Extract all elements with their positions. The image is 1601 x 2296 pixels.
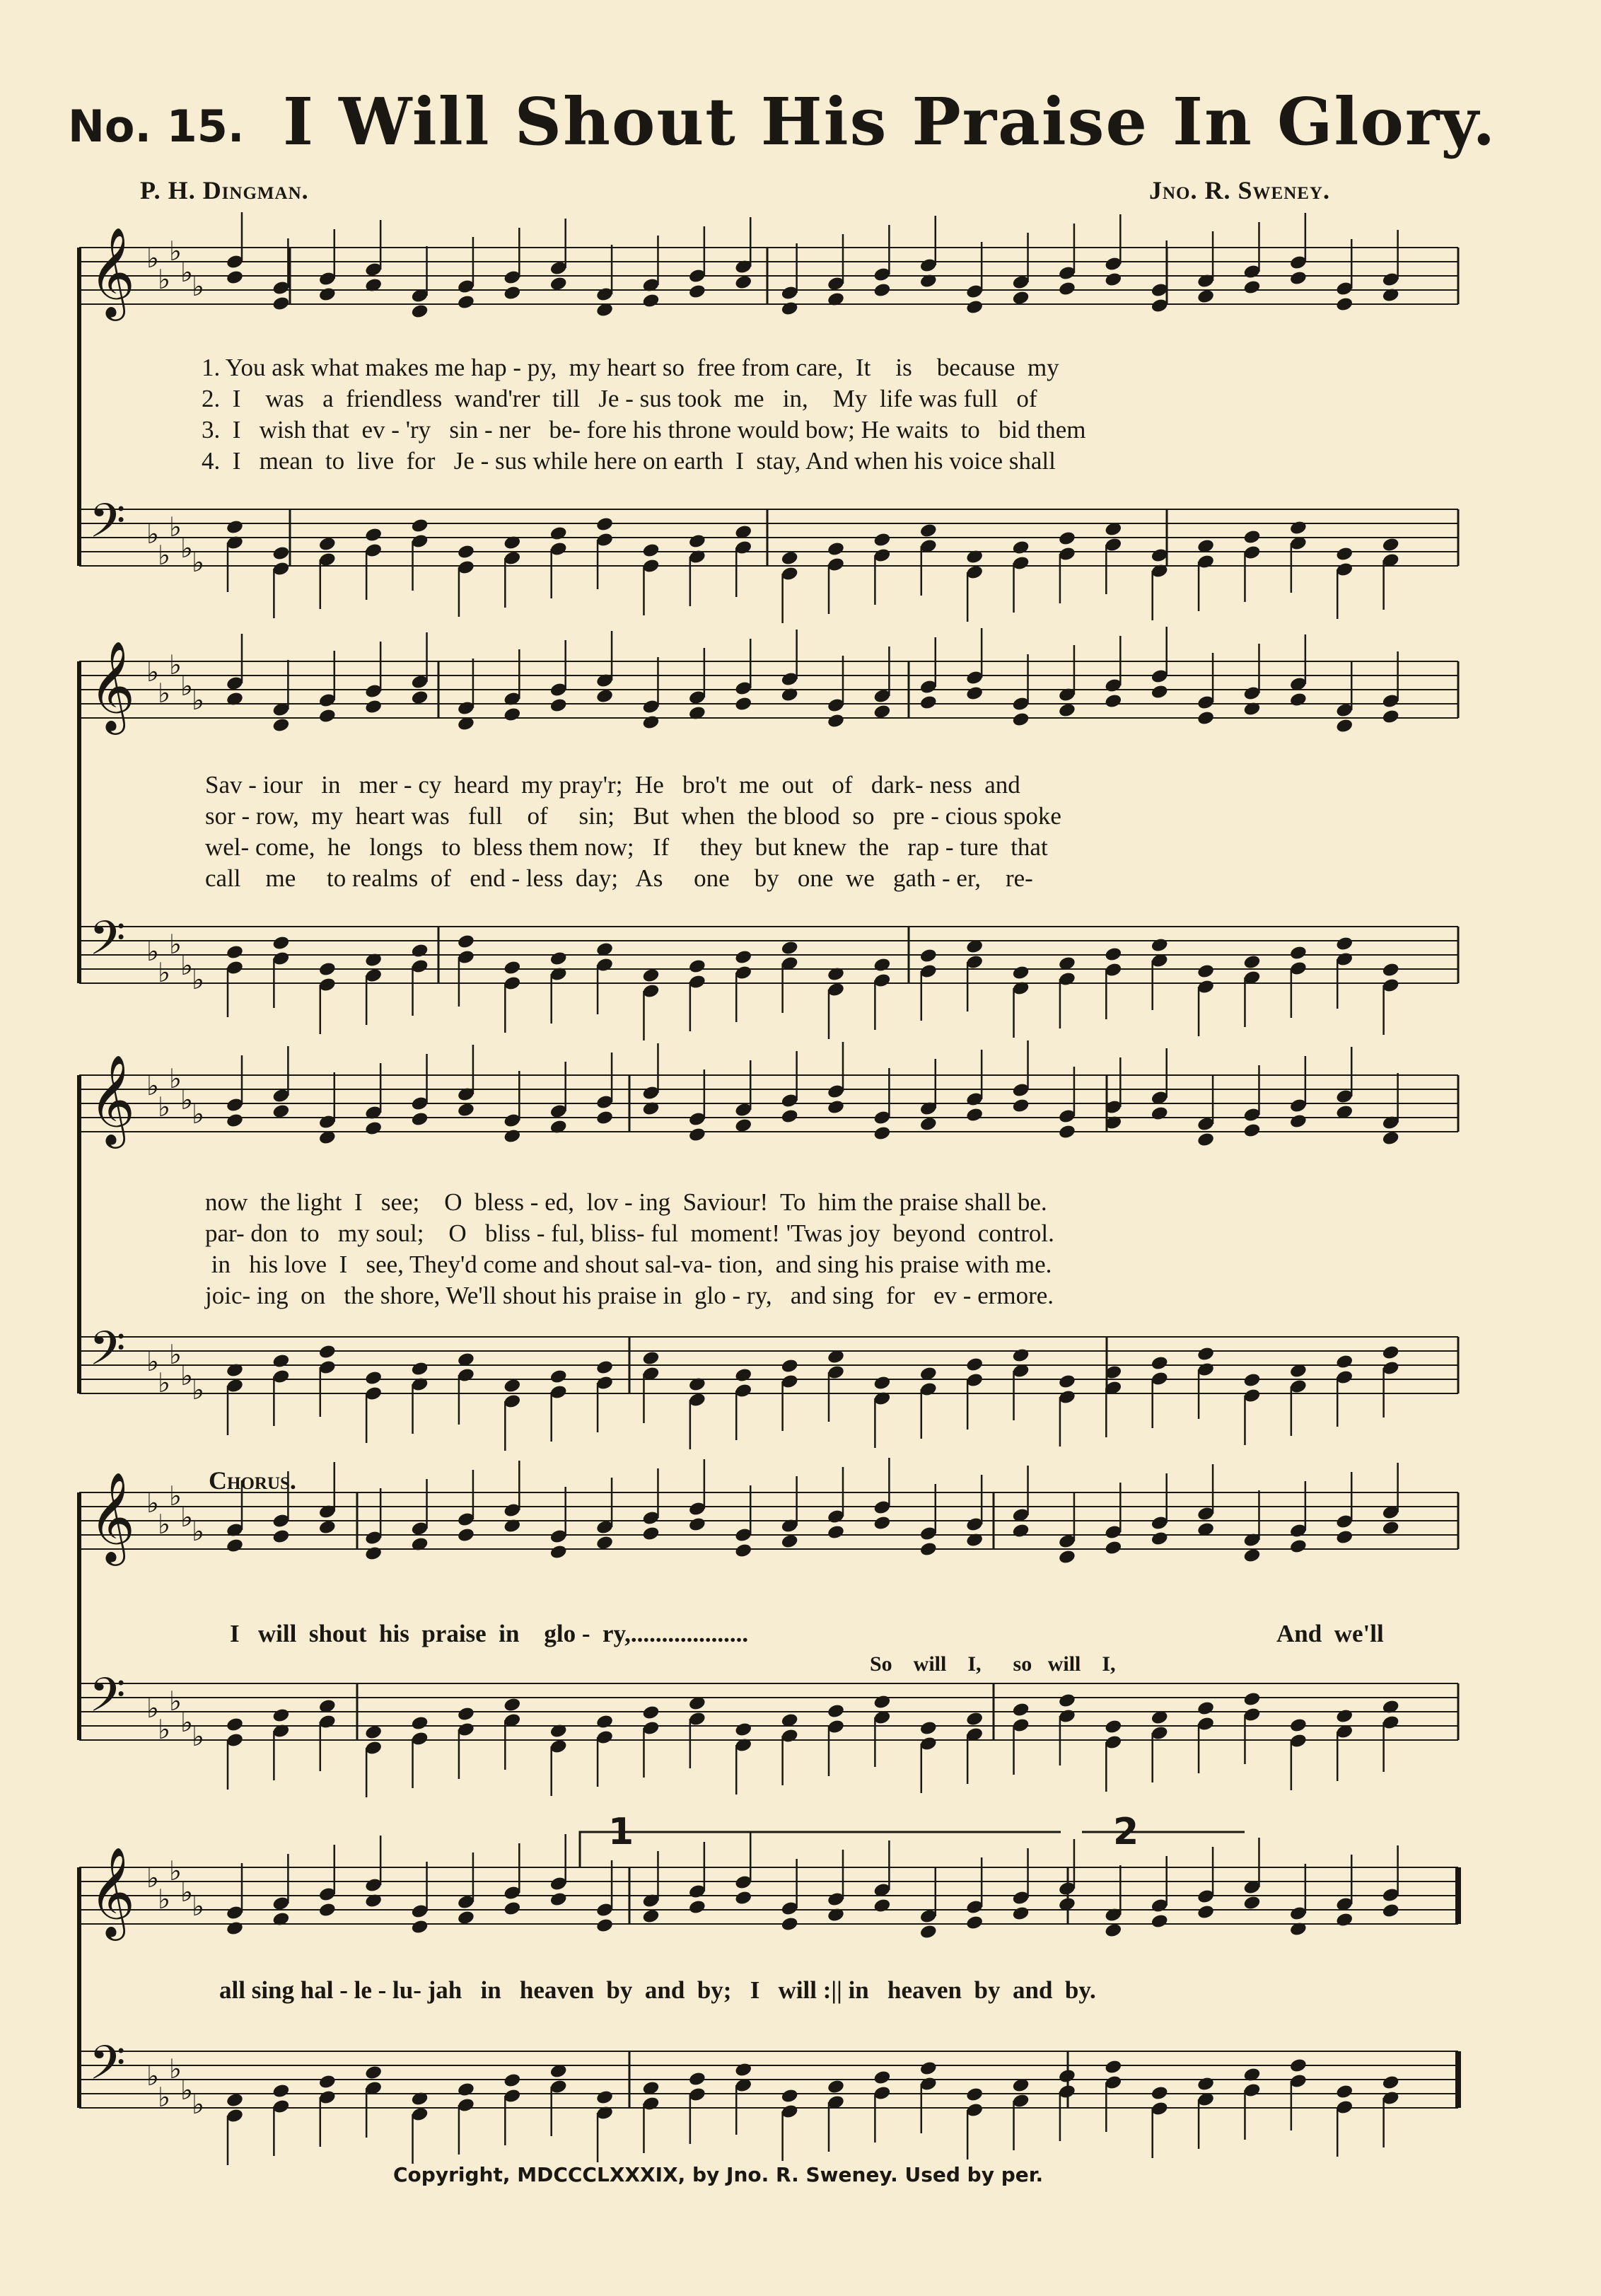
note-head <box>1289 1113 1308 1130</box>
note-head <box>1197 289 1215 305</box>
note-head <box>919 695 938 711</box>
note-head <box>1197 2076 1215 2092</box>
note-head <box>1382 537 1400 553</box>
note-head <box>226 1113 244 1129</box>
note-head <box>919 2060 938 2077</box>
note-head <box>318 286 337 303</box>
note-head <box>226 1538 244 1554</box>
note-head <box>827 541 845 557</box>
note-head <box>1335 936 1353 952</box>
note-head <box>318 1344 337 1360</box>
note-head <box>318 536 337 552</box>
chorus-line: I will shout his praise in glo - ry,................... <box>230 1620 749 1647</box>
lyricist-credit: P. H. Dingman. <box>140 176 309 204</box>
note-head <box>873 1898 891 1914</box>
note-head <box>1242 1548 1261 1564</box>
note-head <box>919 1924 938 1940</box>
flat-icon: ♭ <box>146 1862 159 1894</box>
verse3-line2: wel- come, he longs to bless them now; If they but knew the rap - ture that <box>205 833 1048 861</box>
hymn-title: I Will Shout His Praise In Glory. <box>283 83 1497 160</box>
note-head <box>272 545 290 562</box>
note-head <box>595 1110 614 1126</box>
note-head <box>641 1350 660 1367</box>
note-head <box>1197 1346 1215 1362</box>
note-head <box>1058 1124 1076 1140</box>
note-head <box>1289 2058 1308 2074</box>
hymn-number: No. 15. <box>68 100 245 152</box>
note-head <box>734 2062 752 2078</box>
note-head <box>1151 937 1169 953</box>
verse4-line2: call me to realms of end - less day; As one by one we gath - er, re- <box>205 864 1033 892</box>
note-head <box>1382 2075 1400 2091</box>
note-head <box>503 2072 521 2089</box>
note-head <box>595 2089 614 2106</box>
note-head <box>1382 1130 1400 1147</box>
note-head <box>549 276 568 292</box>
volta-1: 1 <box>608 1811 634 1853</box>
flat-icon: ♭ <box>146 518 159 550</box>
verse4-line1: 4. I mean to live for Je - sus while here on earth I stay, And when his voice shall <box>202 447 1056 475</box>
note-head <box>1011 1523 1030 1539</box>
note-head <box>1011 1347 1030 1364</box>
treble-clef-icon: 𝄞 <box>89 1054 136 1144</box>
flat-icon: ♭ <box>169 1855 182 1886</box>
note-head <box>226 269 244 286</box>
note-head <box>410 1361 429 1377</box>
note-head <box>734 1890 752 1906</box>
note-head <box>781 301 799 317</box>
copyright: Copyright, MDCCCLXXXIX, by Jno. R. Sweney. Used by per. <box>393 2163 1044 2186</box>
note-head <box>734 274 752 291</box>
note-head <box>1382 1903 1400 1919</box>
bass-clef-icon: 𝄢 <box>89 2036 126 2101</box>
note-head <box>1242 1895 1261 1911</box>
note-head <box>873 704 891 720</box>
note-head <box>1335 718 1353 734</box>
note-head <box>641 968 660 984</box>
note-head <box>873 1375 891 1391</box>
note-head <box>410 518 429 534</box>
note-head <box>641 293 660 309</box>
note-head <box>318 961 337 978</box>
note-head <box>1011 540 1030 556</box>
note-head <box>1058 1549 1076 1565</box>
flat-icon: ♭ <box>180 1707 193 1738</box>
verse3-line1: 3. I wish that ev - 'ry sin - ner be- fore his throne would bow; He waits to bid them <box>202 416 1086 443</box>
note-head <box>965 1357 984 1373</box>
note-head <box>688 1899 706 1915</box>
note-head <box>1242 529 1261 545</box>
note-head <box>1058 702 1076 719</box>
note-head <box>827 1524 845 1541</box>
note-head <box>503 1697 521 1713</box>
note-head <box>503 1901 521 1917</box>
note-head <box>272 1353 290 1369</box>
note-head <box>965 1915 984 1931</box>
flat-icon: ♭ <box>180 2075 193 2106</box>
note-head <box>503 707 521 723</box>
note-head <box>364 699 383 715</box>
note-head <box>364 1724 383 1741</box>
verse4-line3: joic- ing on the shore, We'll shout his praise in glo - ry, and sing for ev - ermore. <box>205 1282 1054 1309</box>
bass-clef-icon: 𝄢 <box>89 1321 126 1387</box>
note-head <box>734 1367 752 1384</box>
note-head <box>549 951 568 967</box>
note-head <box>919 948 938 964</box>
flat-icon: ♭ <box>169 1480 182 1512</box>
note-head <box>364 2065 383 2081</box>
flat-icon: ♭ <box>192 1098 204 1130</box>
note-head <box>688 1127 706 1143</box>
note-head <box>318 1902 337 1918</box>
note-head <box>410 303 429 320</box>
note-head <box>503 1128 521 1144</box>
note-head <box>1151 1913 1169 1930</box>
note-head <box>410 1919 429 1935</box>
treble-clef-icon: 𝄞 <box>89 226 136 317</box>
note-head <box>873 957 891 973</box>
note-head <box>1104 272 1122 288</box>
volta-2: 2 <box>1113 1811 1139 1853</box>
flat-icon: ♭ <box>158 1714 170 1745</box>
bass-clef-icon: 𝄢 <box>89 1668 126 1734</box>
flat-icon: ♭ <box>192 1721 204 1752</box>
note-head <box>641 543 660 559</box>
note-head <box>226 1920 244 1937</box>
note-head <box>595 1535 614 1551</box>
note-head <box>272 935 290 951</box>
note-head <box>1197 1904 1215 1920</box>
note-head <box>919 1116 938 1132</box>
note-head <box>1335 1912 1353 1928</box>
note-head <box>1011 1098 1030 1114</box>
note-head <box>549 1369 568 1385</box>
treble-clef-icon: 𝄞 <box>89 1846 136 1937</box>
note-head <box>595 1918 614 1934</box>
flat-icon: ♭ <box>146 656 159 688</box>
verse1-line1: 1. You ask what makes me hap - py, my heart so free from care, It is because my <box>202 354 1059 381</box>
note-head <box>1242 279 1261 296</box>
note-head <box>549 526 568 542</box>
composer-credit: Jno. R. Sweney. <box>1149 176 1330 204</box>
flat-icon: ♭ <box>169 511 182 543</box>
note-head <box>457 2082 475 2098</box>
note-head <box>1058 281 1076 297</box>
note-head <box>965 1107 984 1123</box>
note-head <box>688 958 706 975</box>
note-head <box>1151 2085 1169 2101</box>
note-head <box>1104 946 1122 963</box>
note-head <box>781 550 799 567</box>
note-head <box>1289 520 1308 536</box>
note-head <box>919 1720 938 1737</box>
note-head <box>226 519 244 535</box>
bass-clef-icon: 𝄢 <box>89 494 126 559</box>
note-head <box>1382 1345 1400 1361</box>
note-head <box>1151 1531 1169 1547</box>
flat-icon: ♭ <box>192 1891 204 1922</box>
note-head <box>364 1546 383 1562</box>
note-head <box>595 1714 614 1730</box>
note-head <box>965 685 984 702</box>
note-head <box>595 516 614 533</box>
note-head <box>1289 270 1308 286</box>
note-head <box>226 1717 244 1733</box>
flat-icon: ♭ <box>180 257 193 288</box>
note-head <box>1335 1529 1353 1546</box>
note-head <box>919 523 938 539</box>
note-head <box>1151 684 1169 700</box>
note-head <box>688 2071 706 2087</box>
flat-icon: ♭ <box>180 1877 193 1908</box>
final-line: all sing hal - le - lu- jah in heaven by and by; I will :|| in heaven by and by. <box>219 1976 1096 2004</box>
flat-icon: ♭ <box>146 1070 159 1101</box>
verse3-line3: in his love I see, They'd come and shout sal-va- tion, and sing his praise with me. <box>205 1251 1052 1278</box>
flat-icon: ♭ <box>169 2053 182 2085</box>
flat-icon: ♭ <box>180 671 193 702</box>
note-head <box>1242 954 1261 970</box>
note-head <box>1058 1693 1076 1709</box>
note-head <box>1197 710 1215 726</box>
note-head <box>272 1529 290 1545</box>
note-head <box>364 527 383 543</box>
note-head <box>688 533 706 550</box>
flat-icon: ♭ <box>192 1516 204 1547</box>
note-head <box>457 1527 475 1543</box>
note-head <box>595 1359 614 1376</box>
verse1-line2: Sav - iour in mer - cy heard my pray'r; He bro't me out of dark- ness and <box>205 771 1020 799</box>
note-head <box>549 1891 568 1908</box>
note-head <box>873 1515 891 1531</box>
chorus-line-end: And we'll <box>1276 1620 1384 1647</box>
flat-icon: ♭ <box>158 2082 170 2113</box>
flat-icon: ♭ <box>169 1686 182 1717</box>
flat-icon: ♭ <box>146 1346 159 1377</box>
note-head <box>1289 1538 1308 1555</box>
note-head <box>457 294 475 311</box>
verse2-line1: 2. I was a friendless wand'rer till Je - sus took me in, My life was full of <box>202 385 1037 412</box>
note-head <box>1382 962 1400 978</box>
note-head <box>781 1916 799 1932</box>
flat-icon: ♭ <box>169 1339 182 1370</box>
note-head <box>827 2079 845 2095</box>
note-head <box>1382 1520 1400 1536</box>
flat-icon: ♭ <box>158 678 170 709</box>
flat-icon: ♭ <box>192 271 204 302</box>
flat-icon: ♭ <box>146 1693 159 1724</box>
note-head <box>1197 1700 1215 1717</box>
note-head <box>781 2088 799 2104</box>
note-head <box>873 532 891 548</box>
note-head <box>503 1378 521 1394</box>
note-head <box>965 1711 984 1727</box>
flat-icon: ♭ <box>158 1509 170 1540</box>
note-head <box>641 714 660 731</box>
note-head <box>641 1908 660 1925</box>
note-head <box>873 2070 891 2086</box>
note-head <box>1242 1372 1261 1388</box>
flat-icon: ♭ <box>146 2060 159 2092</box>
note-head <box>272 1103 290 1120</box>
flat-icon: ♭ <box>180 533 193 564</box>
note-head <box>1335 1708 1353 1724</box>
flat-icon: ♭ <box>146 243 159 274</box>
note-head <box>364 1370 383 1386</box>
note-head <box>272 717 290 734</box>
note-head <box>641 1526 660 1542</box>
note-head <box>272 2083 290 2099</box>
flat-icon: ♭ <box>169 649 182 680</box>
note-head <box>1104 1719 1122 1735</box>
flat-icon: ♭ <box>192 964 204 995</box>
note-head <box>1104 693 1122 709</box>
volta-bracket-1 <box>580 1832 1061 1867</box>
bass-clef-icon: 𝄢 <box>89 911 126 977</box>
note-head <box>1104 1923 1122 1939</box>
note-head <box>1335 1354 1353 1370</box>
note-head <box>1058 1374 1076 1390</box>
note-head <box>1382 709 1400 725</box>
note-head <box>457 1910 475 1926</box>
flat-icon: ♭ <box>158 264 170 295</box>
flat-icon: ♭ <box>180 1360 193 1391</box>
note-head <box>503 960 521 976</box>
note-head <box>873 1125 891 1142</box>
flat-icon: ♭ <box>180 1502 193 1533</box>
note-head <box>1011 1906 1030 1922</box>
note-head <box>1104 2059 1122 2075</box>
note-head <box>410 690 429 706</box>
note-head <box>873 1694 891 1710</box>
note-head <box>919 1541 938 1558</box>
note-head <box>641 1705 660 1721</box>
note-head <box>318 708 337 724</box>
verse1-line3: now the light I see; O bless - ed, lov - ing Saviour! To him the praise shall be. <box>205 1188 1047 1216</box>
note-head <box>873 282 891 298</box>
note-head <box>1289 1717 1308 1734</box>
flat-icon: ♭ <box>146 1488 159 1519</box>
note-head <box>1104 1540 1122 1556</box>
note-head <box>688 1517 706 1533</box>
note-head <box>1197 1132 1215 1148</box>
note-head <box>410 1715 429 1732</box>
note-head <box>1197 963 1215 980</box>
note-head <box>734 949 752 966</box>
note-head <box>781 1108 799 1125</box>
note-head <box>1289 945 1308 961</box>
flat-icon: ♭ <box>192 685 204 716</box>
chorus-echo: So will I, so will I, <box>870 1652 1116 1676</box>
flat-icon: ♭ <box>169 929 182 960</box>
note-head <box>226 2092 244 2109</box>
treble-clef-icon: 𝄞 <box>89 640 136 731</box>
note-head <box>1335 546 1353 562</box>
note-head <box>226 944 244 961</box>
note-head <box>1242 1691 1261 1707</box>
note-head <box>781 1358 799 1374</box>
treble-clef-icon: 𝄞 <box>89 1471 136 1562</box>
flat-icon: ♭ <box>192 547 204 578</box>
flat-icon: ♭ <box>169 236 182 267</box>
note-head <box>549 697 568 714</box>
note-head <box>1058 2068 1076 2085</box>
note-head <box>688 284 706 300</box>
note-head <box>827 1703 845 1720</box>
flat-icon: ♭ <box>192 2089 204 2120</box>
note-head <box>457 1706 475 1722</box>
note-head <box>965 299 984 315</box>
note-head <box>410 943 429 959</box>
note-head <box>734 1543 752 1559</box>
note-head <box>734 1722 752 1738</box>
flat-icon: ♭ <box>158 1884 170 1915</box>
flat-icon: ♭ <box>192 1374 204 1405</box>
flat-icon: ♭ <box>158 1367 170 1398</box>
verse2-line3: par- don to my soul; O bliss - ful, bliss- ful moment! 'Twas joy beyond control. <box>205 1219 1054 1247</box>
note-head <box>827 1099 845 1115</box>
note-head <box>1151 1355 1169 1372</box>
flat-icon: ♭ <box>180 950 193 981</box>
flat-icon: ♭ <box>146 936 159 967</box>
note-head <box>781 940 799 956</box>
note-head <box>1242 1123 1261 1139</box>
note-head <box>1058 530 1076 547</box>
note-head <box>364 1120 383 1137</box>
note-head <box>410 1111 429 1127</box>
note-head <box>595 688 614 705</box>
note-head <box>318 2074 337 2090</box>
note-head <box>1011 965 1030 981</box>
note-head <box>272 296 290 312</box>
note-head <box>457 1102 475 1118</box>
note-head <box>734 696 752 712</box>
flat-icon: ♭ <box>158 957 170 988</box>
note-head <box>1289 692 1308 708</box>
note-head <box>965 2087 984 2103</box>
note-head <box>734 1118 752 1134</box>
flat-icon: ♭ <box>169 1063 182 1094</box>
note-head <box>1011 1702 1030 1718</box>
flat-icon: ♭ <box>158 540 170 571</box>
note-head <box>272 1707 290 1724</box>
note-head <box>503 285 521 301</box>
note-head <box>457 544 475 560</box>
note-head <box>457 934 475 950</box>
note-head <box>1335 296 1353 313</box>
note-head <box>318 1519 337 1536</box>
note-head <box>1151 1106 1169 1122</box>
note-head <box>549 1544 568 1560</box>
note-head <box>827 713 845 729</box>
note-head <box>1011 290 1030 306</box>
note-head <box>1011 712 1030 728</box>
verse2-line2: sor - row, my heart was full of sin; But when the blood so pre - cious spoke <box>205 802 1061 830</box>
flat-icon: ♭ <box>180 1084 193 1115</box>
flat-icon: ♭ <box>158 1091 170 1123</box>
note-head <box>781 1533 799 1550</box>
note-head <box>1335 2084 1353 2100</box>
chorus-label: Chorus. <box>209 1466 296 1495</box>
